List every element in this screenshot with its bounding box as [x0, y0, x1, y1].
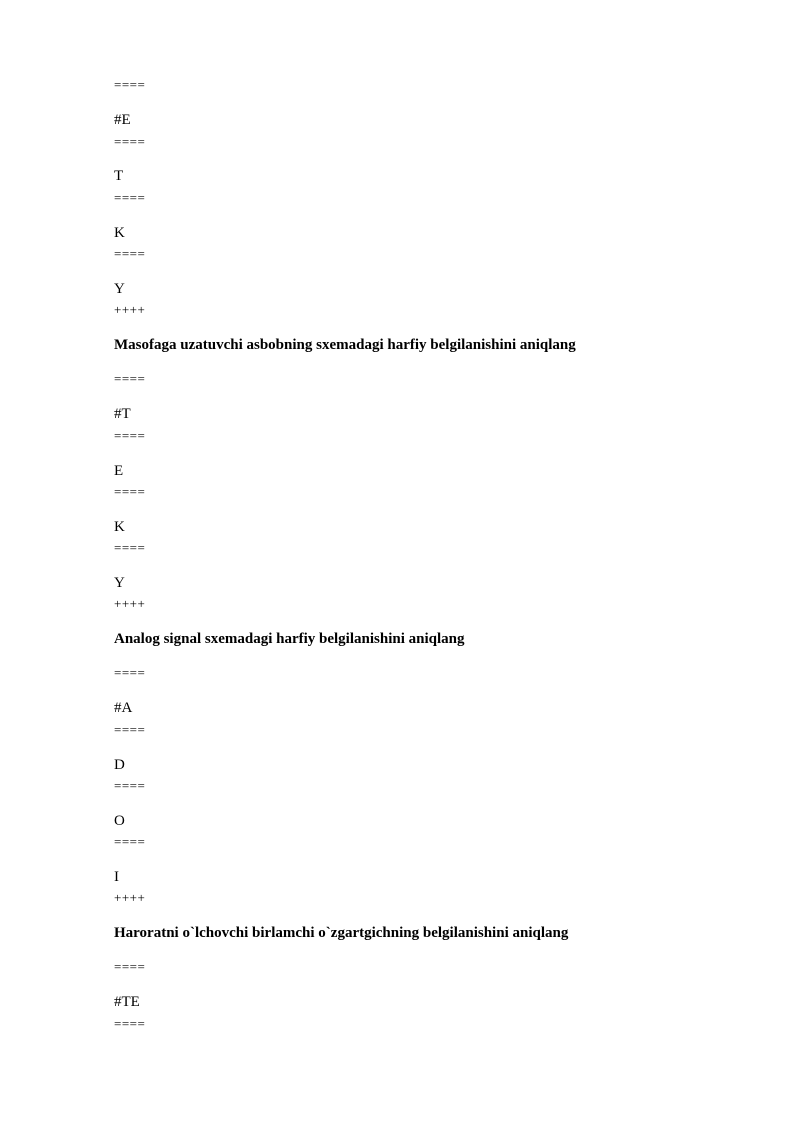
separator-line: ====: [114, 77, 146, 92]
answer-option: #T: [114, 406, 131, 422]
separator-line: ====: [114, 484, 146, 499]
separator-line: ====: [114, 1016, 146, 1031]
answer-option: O: [114, 813, 125, 829]
answer-option: T: [114, 168, 124, 184]
answer-option: Y: [114, 575, 125, 591]
separator-line: ====: [114, 134, 146, 149]
separator-line: ====: [114, 665, 146, 680]
answer-option: K: [114, 519, 125, 535]
separator-line: ====: [114, 540, 146, 555]
question-text: Analog signal sxemadagi harfiy belgilanishini aniqlang: [114, 631, 465, 647]
question-text: Haroratni o`lchovchi birlamchi o`zgartgichning belgilanishini aniqlang: [114, 925, 569, 941]
separator-line: ====: [114, 722, 146, 737]
answer-option: #E: [114, 112, 131, 128]
answer-option: D: [114, 757, 125, 773]
separator-line: ====: [114, 834, 146, 849]
answer-option: Y: [114, 281, 125, 297]
answer-option: K: [114, 225, 125, 241]
separator-line: ====: [114, 778, 146, 793]
question-text: Masofaga uzatuvchi asbobning sxemadagi harfiy belgilanishini aniqlang: [114, 337, 576, 353]
separator-line: ====: [114, 959, 146, 974]
question-end-marker: ++++: [114, 302, 146, 317]
question-end-marker: ++++: [114, 890, 146, 905]
separator-line: ====: [114, 428, 146, 443]
answer-option: #A: [114, 700, 133, 716]
separator-line: ====: [114, 190, 146, 205]
separator-line: ====: [114, 371, 146, 386]
separator-line: ====: [114, 246, 146, 261]
answer-option: E: [114, 463, 124, 479]
question-end-marker: ++++: [114, 596, 146, 611]
answer-option: I: [114, 869, 119, 885]
answer-option: #TE: [114, 994, 140, 1010]
